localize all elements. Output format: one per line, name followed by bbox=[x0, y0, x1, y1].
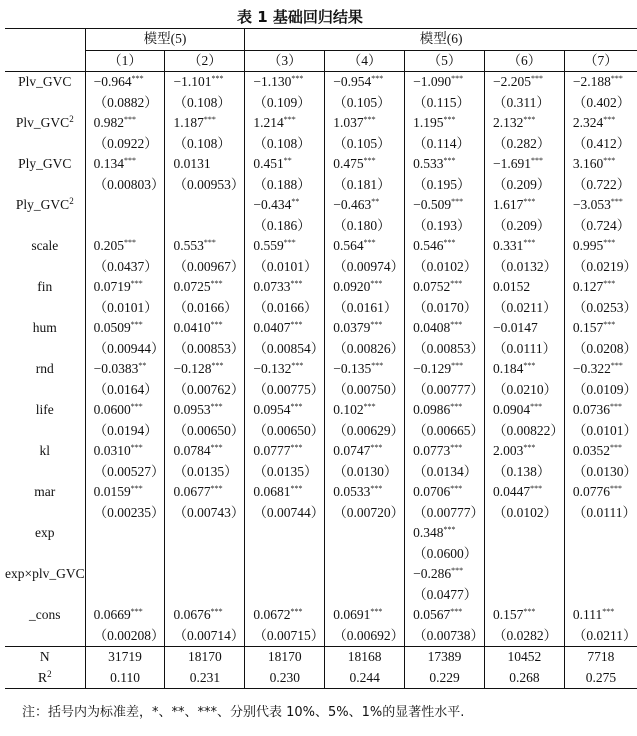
header-row-columns bbox=[5, 50, 637, 72]
variable-label-empty bbox=[5, 462, 85, 483]
coefficient-cell: −0.286*** bbox=[405, 564, 485, 585]
coefficient-cell: 0.995*** bbox=[564, 236, 637, 257]
coefficient-cell: −2.205*** bbox=[484, 72, 564, 93]
std-error-cell: （0.00750） bbox=[325, 380, 405, 401]
std-error-cell: （0.00803） bbox=[85, 175, 165, 196]
column-header: （3） bbox=[245, 50, 325, 72]
coefficient-cell: −0.135*** bbox=[325, 359, 405, 380]
coefficient-cell: 0.0676*** bbox=[165, 605, 245, 626]
coefficient-cell bbox=[325, 564, 405, 585]
std-error-cell: （0.0130） bbox=[564, 462, 637, 483]
table-row-se bbox=[5, 93, 637, 114]
coefficient-cell: 0.0352*** bbox=[564, 441, 637, 462]
coefficient-cell: 0.0954*** bbox=[245, 400, 325, 421]
table-row bbox=[5, 154, 637, 175]
stat-cell: 10452 bbox=[484, 647, 564, 668]
std-error-cell: （0.0132） bbox=[484, 257, 564, 278]
std-error-cell: （0.0170） bbox=[405, 298, 485, 319]
std-error-cell: （0.0101） bbox=[564, 421, 637, 442]
table-row-se bbox=[5, 626, 637, 647]
stat-cell: 7718 bbox=[564, 647, 637, 668]
coefficient-cell: 0.0904*** bbox=[484, 400, 564, 421]
header-row-models bbox=[5, 29, 637, 51]
std-error-cell: （0.0219） bbox=[564, 257, 637, 278]
variable-label-empty bbox=[5, 216, 85, 237]
std-error-cell: （0.0253） bbox=[564, 298, 637, 319]
coefficient-cell: 0.0131 bbox=[165, 154, 245, 175]
table-row-se bbox=[5, 544, 637, 565]
std-error-cell: （0.0111） bbox=[564, 503, 637, 524]
std-error-cell: （0.0102） bbox=[405, 257, 485, 278]
std-error-cell: （0.109） bbox=[245, 93, 325, 114]
coefficient-cell: 0.0533*** bbox=[325, 482, 405, 503]
variable-label-empty bbox=[5, 544, 85, 565]
std-error-cell: （0.00775） bbox=[245, 380, 325, 401]
std-error-cell: （0.00826） bbox=[325, 339, 405, 360]
coefficient-cell: 0.0752*** bbox=[405, 277, 485, 298]
table-row bbox=[5, 195, 637, 216]
coefficient-cell: 0.0379*** bbox=[325, 318, 405, 339]
stat-cell: 17389 bbox=[405, 647, 485, 668]
std-error-cell: （0.0208） bbox=[564, 339, 637, 360]
std-error-cell: （0.181） bbox=[325, 175, 405, 196]
coefficient-cell: 0.533*** bbox=[405, 154, 485, 175]
std-error-cell: （0.00777） bbox=[405, 380, 485, 401]
std-error-cell: （0.00853） bbox=[405, 339, 485, 360]
coefficient-cell: 1.187*** bbox=[165, 113, 245, 134]
std-error-cell: （0.00967） bbox=[165, 257, 245, 278]
std-error-cell: （0.412） bbox=[564, 134, 637, 155]
coefficient-cell: −3.053*** bbox=[564, 195, 637, 216]
std-error-cell: （0.00650） bbox=[245, 421, 325, 442]
coefficient-cell bbox=[484, 564, 564, 585]
coefficient-cell: 1.617*** bbox=[484, 195, 564, 216]
table-note: 注：括号内为标准差，*、**、***、分别代表 10%、5%、1%的显著性水平. bbox=[22, 705, 465, 720]
coefficient-cell: −1.130*** bbox=[245, 72, 325, 93]
std-error-cell: （0.00744） bbox=[245, 503, 325, 524]
stat-cell: 18170 bbox=[245, 647, 325, 668]
coefficient-cell: 0.0159*** bbox=[85, 482, 165, 503]
column-header: （7） bbox=[564, 50, 637, 72]
coefficient-cell: 0.546*** bbox=[405, 236, 485, 257]
variable-label: exp bbox=[35, 525, 55, 540]
coefficient-cell: 0.205*** bbox=[85, 236, 165, 257]
coefficient-cell: −0.128*** bbox=[165, 359, 245, 380]
table-row bbox=[5, 400, 637, 421]
coefficient-cell bbox=[165, 523, 245, 544]
coefficient-cell: 0.0725*** bbox=[165, 277, 245, 298]
coefficient-cell: 0.111*** bbox=[564, 605, 637, 626]
table-row-se bbox=[5, 380, 637, 401]
std-error-cell: （0.00854） bbox=[245, 339, 325, 360]
std-error-cell bbox=[85, 585, 165, 606]
variable-label: scale bbox=[31, 238, 59, 253]
std-error-cell: （0.00953） bbox=[165, 175, 245, 196]
variable-label: Plv_GVC bbox=[18, 74, 72, 89]
std-error-cell: （0.00527） bbox=[85, 462, 165, 483]
coefficient-cell: −0.954*** bbox=[325, 72, 405, 93]
stat-cell: 0.275 bbox=[564, 668, 637, 689]
variable-label: rnd bbox=[35, 361, 54, 376]
coefficient-cell: −2.188*** bbox=[564, 72, 637, 93]
coefficient-cell: 0.0773*** bbox=[405, 441, 485, 462]
std-error-cell: （0.00235） bbox=[85, 503, 165, 524]
std-error-cell: （0.115） bbox=[405, 93, 485, 114]
table-row bbox=[5, 523, 637, 544]
variable-label: kl bbox=[39, 443, 51, 458]
table-row-se bbox=[5, 175, 637, 196]
table-row-se bbox=[5, 339, 637, 360]
std-error-cell: （0.0882） bbox=[85, 93, 165, 114]
stat-label: $R^2$ bbox=[5, 668, 85, 689]
coefficient-cell: 0.0953*** bbox=[165, 400, 245, 421]
coefficient-cell: −0.322*** bbox=[564, 359, 637, 380]
coefficient-cell: 2.324*** bbox=[564, 113, 637, 134]
coefficient-cell bbox=[564, 564, 637, 585]
coefficient-cell: 1.214*** bbox=[245, 113, 325, 134]
coefficient-cell bbox=[165, 195, 245, 216]
std-error-cell: （0.188） bbox=[245, 175, 325, 196]
std-error-cell: （0.722） bbox=[564, 175, 637, 196]
coefficient-cell: 0.157*** bbox=[564, 318, 637, 339]
coefficient-cell: 0.0600*** bbox=[85, 400, 165, 421]
coefficient-cell: 0.553*** bbox=[165, 236, 245, 257]
std-error-cell: （0.00944） bbox=[85, 339, 165, 360]
variable-label-empty bbox=[5, 339, 85, 360]
std-error-cell: （0.402） bbox=[564, 93, 637, 114]
variable-label: Ply_GVC bbox=[18, 156, 72, 171]
std-error-cell: （0.0211） bbox=[564, 626, 637, 647]
table-title: 表 1 基础回归结果 bbox=[237, 8, 363, 26]
coefficient-cell bbox=[245, 523, 325, 544]
variable-label-empty bbox=[5, 257, 85, 278]
coefficient-cell: 0.157*** bbox=[484, 605, 564, 626]
coefficient-cell: 0.0407*** bbox=[245, 318, 325, 339]
coefficient-cell: −0.129*** bbox=[405, 359, 485, 380]
table-row bbox=[5, 113, 637, 134]
coefficient-cell: 0.0920*** bbox=[325, 277, 405, 298]
table-row bbox=[5, 72, 637, 93]
std-error-cell: （0.0164） bbox=[85, 380, 165, 401]
coefficient-cell bbox=[165, 564, 245, 585]
std-error-cell: （0.00738） bbox=[405, 626, 485, 647]
stat-cell: 18170 bbox=[165, 647, 245, 668]
std-error-cell: （0.282） bbox=[484, 134, 564, 155]
coefficient-cell: 0.0776*** bbox=[564, 482, 637, 503]
variable-label-empty bbox=[5, 298, 85, 319]
std-error-cell: （0.00777） bbox=[405, 503, 485, 524]
column-header: （1） bbox=[85, 50, 165, 72]
stat-cell: 0.231 bbox=[165, 668, 245, 689]
std-error-cell bbox=[325, 544, 405, 565]
stat-cell: 0.110 bbox=[85, 668, 165, 689]
coefficient-cell: 0.0310*** bbox=[85, 441, 165, 462]
stat-cell: 0.268 bbox=[484, 668, 564, 689]
std-error-cell: （0.195） bbox=[405, 175, 485, 196]
std-error-cell: （0.00665） bbox=[405, 421, 485, 442]
variable-label: Ply_GVC$^2$ bbox=[15, 196, 74, 212]
std-error-cell: （0.209） bbox=[484, 216, 564, 237]
std-error-cell bbox=[325, 585, 405, 606]
variable-label: _cons bbox=[29, 607, 61, 622]
variable-label: mar bbox=[34, 484, 56, 499]
coefficient-cell: 0.184*** bbox=[484, 359, 564, 380]
std-error-cell: （0.00822） bbox=[484, 421, 564, 442]
variable-label: life bbox=[35, 402, 54, 417]
stat-row bbox=[5, 647, 637, 668]
coefficient-cell: 0.0677*** bbox=[165, 482, 245, 503]
coefficient-cell bbox=[85, 523, 165, 544]
table-row bbox=[5, 359, 637, 380]
stat-cell: 0.230 bbox=[245, 668, 325, 689]
coefficient-cell: 0.451** bbox=[245, 154, 325, 175]
coefficient-cell bbox=[564, 523, 637, 544]
table-row bbox=[5, 236, 637, 257]
table-row-se bbox=[5, 216, 637, 237]
coefficient-cell: 0.102*** bbox=[325, 400, 405, 421]
variable-label-empty bbox=[5, 134, 85, 155]
std-error-cell: （0.00853） bbox=[165, 339, 245, 360]
std-error-cell: （0.0102） bbox=[484, 503, 564, 524]
std-error-cell: （0.724） bbox=[564, 216, 637, 237]
coefficient-cell bbox=[325, 523, 405, 544]
coefficient-cell: 0.0152 bbox=[484, 277, 564, 298]
std-error-cell: （0.108） bbox=[165, 93, 245, 114]
coefficient-cell: 1.037*** bbox=[325, 113, 405, 134]
coefficient-cell: 0.982*** bbox=[85, 113, 165, 134]
std-error-cell bbox=[484, 585, 564, 606]
coefficient-cell: 0.475*** bbox=[325, 154, 405, 175]
std-error-cell: （0.00208） bbox=[85, 626, 165, 647]
std-error-cell: （0.0437） bbox=[85, 257, 165, 278]
coefficient-cell: 0.0986*** bbox=[405, 400, 485, 421]
std-error-cell: （0.0134） bbox=[405, 462, 485, 483]
variable-label: hum bbox=[32, 320, 57, 335]
stat-cell: 0.244 bbox=[325, 668, 405, 689]
std-error-cell: （0.0166） bbox=[245, 298, 325, 319]
coefficient-cell: 0.0672*** bbox=[245, 605, 325, 626]
table-row bbox=[5, 318, 637, 339]
table-row-se bbox=[5, 585, 637, 606]
model-group-header: 模型(6) bbox=[245, 29, 637, 51]
coefficient-cell bbox=[484, 523, 564, 544]
std-error-cell: （0.0135） bbox=[245, 462, 325, 483]
stat-cell: 0.229 bbox=[405, 668, 485, 689]
std-error-cell: （0.00715） bbox=[245, 626, 325, 647]
table-row-se bbox=[5, 298, 637, 319]
coefficient-cell: −1.691*** bbox=[484, 154, 564, 175]
std-error-cell: （0.138） bbox=[484, 462, 564, 483]
table-row-se bbox=[5, 134, 637, 155]
std-error-cell bbox=[564, 585, 637, 606]
coefficient-cell: −0.132*** bbox=[245, 359, 325, 380]
coefficient-cell: 0.0784*** bbox=[165, 441, 245, 462]
stat-row bbox=[5, 668, 637, 689]
std-error-cell: （0.00714） bbox=[165, 626, 245, 647]
std-error-cell: （0.0922） bbox=[85, 134, 165, 155]
variable-label-empty bbox=[5, 93, 85, 114]
coefficient-cell: 2.132*** bbox=[484, 113, 564, 134]
std-error-cell: （0.00762） bbox=[165, 380, 245, 401]
variable-label-empty bbox=[5, 585, 85, 606]
variable-label-empty bbox=[5, 175, 85, 196]
std-error-cell: （0.0166） bbox=[165, 298, 245, 319]
table-body bbox=[5, 72, 637, 689]
coefficient-cell: 0.127*** bbox=[564, 277, 637, 298]
std-error-cell: （0.0101） bbox=[85, 298, 165, 319]
std-error-cell: （0.186） bbox=[245, 216, 325, 237]
column-header: （2） bbox=[165, 50, 245, 72]
model-group-header: 模型(5) bbox=[85, 29, 245, 51]
coefficient-cell: 2.003*** bbox=[484, 441, 564, 462]
table-row bbox=[5, 605, 637, 626]
coefficient-cell: −0.0147 bbox=[484, 318, 564, 339]
coefficient-cell: 0.348*** bbox=[405, 523, 485, 544]
coefficient-cell: 0.0691*** bbox=[325, 605, 405, 626]
std-error-cell: （0.0161） bbox=[325, 298, 405, 319]
std-error-cell: （0.00720） bbox=[325, 503, 405, 524]
std-error-cell: （0.0109） bbox=[564, 380, 637, 401]
stat-cell: 18168 bbox=[325, 647, 405, 668]
coefficient-cell: 0.0706*** bbox=[405, 482, 485, 503]
std-error-cell bbox=[165, 585, 245, 606]
coefficient-cell: 0.134*** bbox=[85, 154, 165, 175]
coefficient-cell bbox=[85, 564, 165, 585]
coefficient-cell bbox=[245, 564, 325, 585]
table-row-se bbox=[5, 421, 637, 442]
coefficient-cell: −0.964*** bbox=[85, 72, 165, 93]
variable-label-empty bbox=[5, 380, 85, 401]
variable-label: fin bbox=[37, 279, 53, 294]
std-error-cell: （0.0194） bbox=[85, 421, 165, 442]
coefficient-cell: 0.0567*** bbox=[405, 605, 485, 626]
std-error-cell: （0.0477） bbox=[405, 585, 485, 606]
variable-label-empty bbox=[5, 421, 85, 442]
coefficient-cell: −0.509*** bbox=[405, 195, 485, 216]
std-error-cell: （0.108） bbox=[245, 134, 325, 155]
std-error-cell bbox=[165, 544, 245, 565]
std-error-cell: （0.00692） bbox=[325, 626, 405, 647]
table-row bbox=[5, 482, 637, 503]
table-row bbox=[5, 277, 637, 298]
coefficient-cell: 0.0509*** bbox=[85, 318, 165, 339]
coefficient-cell: 0.0777*** bbox=[245, 441, 325, 462]
table-row bbox=[5, 564, 637, 585]
stat-cell: 31719 bbox=[85, 647, 165, 668]
coefficient-cell: 0.559*** bbox=[245, 236, 325, 257]
std-error-cell: （0.180） bbox=[325, 216, 405, 237]
table-row-se bbox=[5, 257, 637, 278]
table-row bbox=[5, 441, 637, 462]
coefficient-cell: 0.0747*** bbox=[325, 441, 405, 462]
std-error-cell bbox=[484, 544, 564, 565]
coefficient-cell: −0.434** bbox=[245, 195, 325, 216]
coefficient-cell: 0.0733*** bbox=[245, 277, 325, 298]
std-error-cell bbox=[165, 216, 245, 237]
coefficient-cell: −0.0383** bbox=[85, 359, 165, 380]
coefficient-cell: 0.0410*** bbox=[165, 318, 245, 339]
std-error-cell: （0.0130） bbox=[325, 462, 405, 483]
coefficient-cell: 0.0669*** bbox=[85, 605, 165, 626]
coefficient-cell: 0.0408*** bbox=[405, 318, 485, 339]
coefficient-cell: 3.160*** bbox=[564, 154, 637, 175]
coefficient-cell: 0.0681*** bbox=[245, 482, 325, 503]
std-error-cell: （0.209） bbox=[484, 175, 564, 196]
std-error-cell: （0.0135） bbox=[165, 462, 245, 483]
stat-label: N bbox=[5, 647, 85, 668]
std-error-cell: （0.108） bbox=[165, 134, 245, 155]
coefficient-cell: 0.0447*** bbox=[484, 482, 564, 503]
std-error-cell bbox=[245, 585, 325, 606]
std-error-cell: （0.0600） bbox=[405, 544, 485, 565]
table-row-se bbox=[5, 462, 637, 483]
variable-label-empty bbox=[5, 503, 85, 524]
coefficient-cell: 0.331*** bbox=[484, 236, 564, 257]
std-error-cell: （0.105） bbox=[325, 134, 405, 155]
coefficient-cell: −0.463** bbox=[325, 195, 405, 216]
std-error-cell: （0.0211） bbox=[484, 298, 564, 319]
column-header: （5） bbox=[405, 50, 485, 72]
std-error-cell: （0.105） bbox=[325, 93, 405, 114]
variable-label: exp×plv_GVC bbox=[5, 566, 85, 581]
std-error-cell: （0.00974） bbox=[325, 257, 405, 278]
header-corner bbox=[5, 29, 85, 51]
std-error-cell bbox=[245, 544, 325, 565]
coefficient-cell: 0.0719*** bbox=[85, 277, 165, 298]
std-error-cell: （0.0101） bbox=[245, 257, 325, 278]
column-header: （4） bbox=[325, 50, 405, 72]
std-error-cell: （0.00650） bbox=[165, 421, 245, 442]
std-error-cell: （0.193） bbox=[405, 216, 485, 237]
std-error-cell: （0.00743） bbox=[165, 503, 245, 524]
regression-table bbox=[5, 28, 637, 689]
variable-label-empty bbox=[5, 626, 85, 647]
std-error-cell: （0.311） bbox=[484, 93, 564, 114]
column-header: （6） bbox=[484, 50, 564, 72]
std-error-cell: （0.114） bbox=[405, 134, 485, 155]
std-error-cell: （0.0282） bbox=[484, 626, 564, 647]
std-error-cell bbox=[564, 544, 637, 565]
std-error-cell: （0.00629） bbox=[325, 421, 405, 442]
coefficient-cell bbox=[85, 195, 165, 216]
coefficient-cell: −1.090*** bbox=[405, 72, 485, 93]
coefficient-cell: 1.195*** bbox=[405, 113, 485, 134]
coefficient-cell: −1.101*** bbox=[165, 72, 245, 93]
variable-label: Plv_GVC$^2$ bbox=[15, 114, 74, 130]
coefficient-cell: 0.0736*** bbox=[564, 400, 637, 421]
std-error-cell bbox=[85, 216, 165, 237]
std-error-cell bbox=[85, 544, 165, 565]
std-error-cell: （0.0210） bbox=[484, 380, 564, 401]
coefficient-cell: 0.564*** bbox=[325, 236, 405, 257]
header-corner bbox=[5, 50, 85, 72]
std-error-cell: （0.0111） bbox=[484, 339, 564, 360]
table-row-se bbox=[5, 503, 637, 524]
